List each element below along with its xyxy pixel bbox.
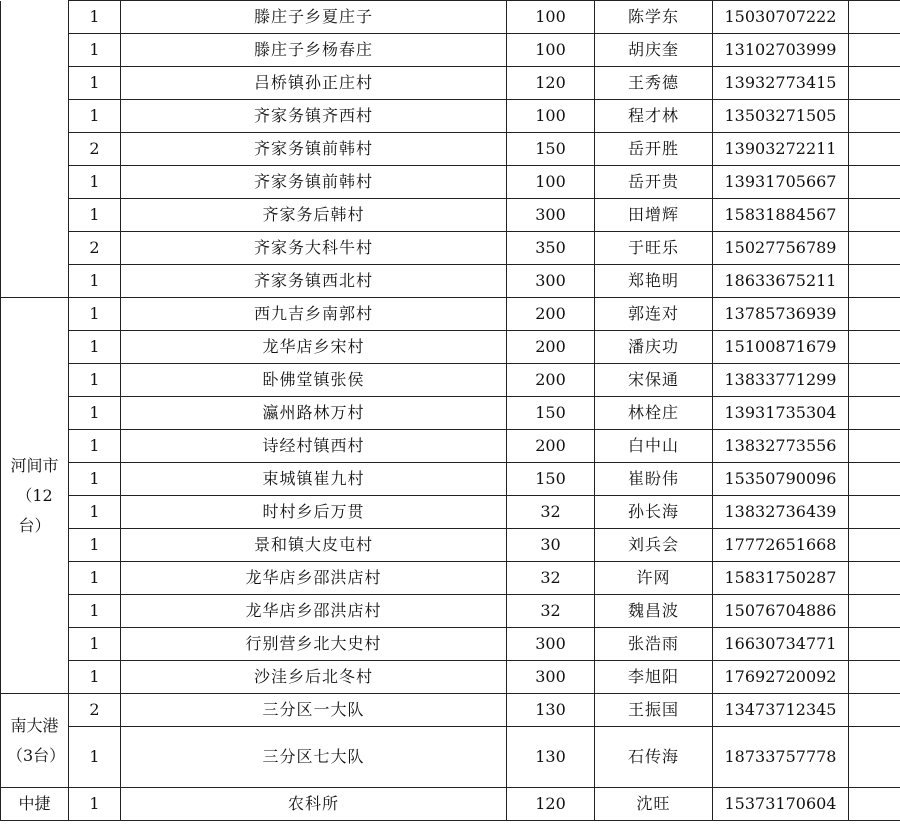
note-cell [849,364,900,397]
location-cell: 龙华店乡邵洪店村 [121,562,507,595]
contact-cell: 石传海 [595,727,713,788]
area-cell: 150 [507,463,595,496]
location-cell: 西九吉乡南郭村 [121,298,507,331]
note-cell [849,496,900,529]
table-row [1,496,900,529]
phone-cell: 15030707222 [713,1,849,34]
table-row [1,661,900,694]
area-cell: 300 [507,265,595,298]
location-cell: 齐家务后韩村 [121,199,507,232]
count-cell: 1 [69,34,121,67]
note-cell [849,397,900,430]
phone-cell: 15373170604 [713,788,849,821]
location-cell: 齐家务镇齐西村 [121,100,507,133]
area-cell: 300 [507,661,595,694]
note-cell [849,166,900,199]
location-cell: 齐家务大科牛村 [121,232,507,265]
contact-cell: 岳开贵 [595,166,713,199]
note-cell [849,628,900,661]
phone-cell: 17692720092 [713,661,849,694]
phone-cell: 13932773415 [713,67,849,100]
count-cell: 1 [69,67,121,100]
count-cell: 1 [69,595,121,628]
contact-cell: 于旺乐 [595,232,713,265]
area-cell: 150 [507,133,595,166]
table-row [1,331,900,364]
phone-cell: 15831884567 [713,199,849,232]
location-cell: 三分区七大队 [121,727,507,788]
note-cell [849,67,900,100]
location-cell: 齐家务镇前韩村 [121,133,507,166]
contact-cell: 田增辉 [595,199,713,232]
location-cell: 吕桥镇孙正庄村 [121,67,507,100]
note-cell [849,430,900,463]
table-row [1,694,900,727]
location-cell: 齐家务镇前韩村 [121,166,507,199]
contact-cell: 程才林 [595,100,713,133]
table-row [1,100,900,133]
location-cell: 农科所 [121,788,507,821]
note-cell [849,562,900,595]
table-row [1,364,900,397]
location-cell: 龙华店乡邵洪店村 [121,595,507,628]
table-row [1,166,900,199]
area-cell: 130 [507,694,595,727]
count-cell: 1 [69,199,121,232]
location-cell: 滕庄子乡杨春庄 [121,34,507,67]
location-cell: 时村乡后万贯 [121,496,507,529]
phone-cell: 13102703999 [713,34,849,67]
contact-cell: 潘庆功 [595,331,713,364]
phone-cell: 13785736939 [713,298,849,331]
contact-cell: 崔盼伟 [595,463,713,496]
location-cell: 景和镇大皮屯村 [121,529,507,562]
table-row [1,1,900,34]
contact-cell: 许网 [595,562,713,595]
phone-cell: 13833771299 [713,364,849,397]
area-cell: 350 [507,232,595,265]
note-cell [849,595,900,628]
location-cell: 诗经村镇西村 [121,430,507,463]
area-cell: 200 [507,430,595,463]
contact-cell: 王秀德 [595,67,713,100]
count-cell: 1 [69,628,121,661]
note-cell [849,463,900,496]
note-cell [849,1,900,34]
table-row [1,727,900,788]
table-row [1,397,900,430]
count-cell: 2 [69,694,121,727]
note-cell [849,100,900,133]
region-cell: 中捷 [1,788,69,821]
area-cell: 32 [507,595,595,628]
note-cell [849,694,900,727]
contact-cell: 白中山 [595,430,713,463]
contact-cell: 孙长海 [595,496,713,529]
count-cell: 1 [69,661,121,694]
note-cell [849,265,900,298]
phone-cell: 15350790096 [713,463,849,496]
location-cell: 龙华店乡宋村 [121,331,507,364]
phone-cell: 17772651668 [713,529,849,562]
area-cell: 100 [507,1,595,34]
phone-cell: 18633675211 [713,265,849,298]
phone-cell: 13473712345 [713,694,849,727]
contact-cell: 王振国 [595,694,713,727]
note-cell [849,199,900,232]
location-cell: 卧佛堂镇张侯 [121,364,507,397]
location-cell: 滕庄子乡夏庄子 [121,1,507,34]
phone-cell: 16630734771 [713,628,849,661]
area-cell: 120 [507,67,595,100]
table-row [1,34,900,67]
count-cell: 1 [69,1,121,34]
area-cell: 100 [507,34,595,67]
area-cell: 200 [507,331,595,364]
contact-cell: 刘兵会 [595,529,713,562]
table-row [1,529,900,562]
contact-cell: 岳开胜 [595,133,713,166]
phone-cell: 13832773556 [713,430,849,463]
count-cell: 1 [69,298,121,331]
count-cell: 1 [69,788,121,821]
table-row [1,430,900,463]
note-cell [849,34,900,67]
contact-cell: 郭连对 [595,298,713,331]
area-cell: 300 [507,628,595,661]
note-cell [849,298,900,331]
location-cell: 沙洼乡后北冬村 [121,661,507,694]
count-cell: 1 [69,166,121,199]
table-row [1,265,900,298]
note-cell [849,133,900,166]
count-cell: 1 [69,364,121,397]
area-cell: 300 [507,199,595,232]
count-cell: 1 [69,463,121,496]
phone-cell: 15831750287 [713,562,849,595]
phone-cell: 13503271505 [713,100,849,133]
contact-cell: 胡庆奎 [595,34,713,67]
area-cell: 32 [507,562,595,595]
area-cell: 200 [507,298,595,331]
contact-cell: 李旭阳 [595,661,713,694]
table-row [1,788,900,821]
contact-cell: 沈旺 [595,788,713,821]
count-cell: 1 [69,529,121,562]
note-cell [849,788,900,821]
phone-cell: 13931705667 [713,166,849,199]
phone-cell: 13903272211 [713,133,849,166]
phone-cell: 15076704886 [713,595,849,628]
table-row [1,628,900,661]
count-cell: 1 [69,100,121,133]
count-cell: 1 [69,727,121,788]
phone-cell: 13931735304 [713,397,849,430]
count-cell: 1 [69,562,121,595]
note-cell [849,529,900,562]
table-row [1,133,900,166]
area-cell: 100 [507,100,595,133]
phone-cell: 13832736439 [713,496,849,529]
area-cell: 32 [507,496,595,529]
table-row [1,298,900,331]
count-cell: 1 [69,331,121,364]
count-cell: 2 [69,232,121,265]
location-cell: 齐家务镇西北村 [121,265,507,298]
table-row [1,232,900,265]
table-row [1,562,900,595]
area-cell: 100 [507,166,595,199]
table-row [1,463,900,496]
table-body [1,1,900,821]
table-row [1,199,900,232]
phone-cell: 18733757778 [713,727,849,788]
note-cell [849,232,900,265]
area-cell: 130 [507,727,595,788]
note-cell [849,727,900,788]
note-cell [849,331,900,364]
count-cell: 1 [69,265,121,298]
area-cell: 200 [507,364,595,397]
count-cell: 1 [69,397,121,430]
area-cell: 30 [507,529,595,562]
contact-cell: 宋保通 [595,364,713,397]
note-cell [849,661,900,694]
phone-cell: 15100871679 [713,331,849,364]
location-cell: 行别营乡北大史村 [121,628,507,661]
region-cell [1,1,69,298]
area-cell: 150 [507,397,595,430]
count-cell: 2 [69,133,121,166]
table-row [1,595,900,628]
contact-cell: 魏昌波 [595,595,713,628]
location-cell: 束城镇崔九村 [121,463,507,496]
region-cell: 南大港（3台） [1,694,69,788]
contact-cell: 林栓庄 [595,397,713,430]
contact-cell: 郑艳明 [595,265,713,298]
location-cell: 瀛州路林万村 [121,397,507,430]
contact-cell: 陈学东 [595,1,713,34]
region-cell: 河间市（12台） [1,298,69,694]
contact-cell: 张浩雨 [595,628,713,661]
phone-cell: 15027756789 [713,232,849,265]
count-cell: 1 [69,496,121,529]
location-cell: 三分区一大队 [121,694,507,727]
area-cell: 120 [507,788,595,821]
count-cell: 1 [69,430,121,463]
table-row [1,67,900,100]
